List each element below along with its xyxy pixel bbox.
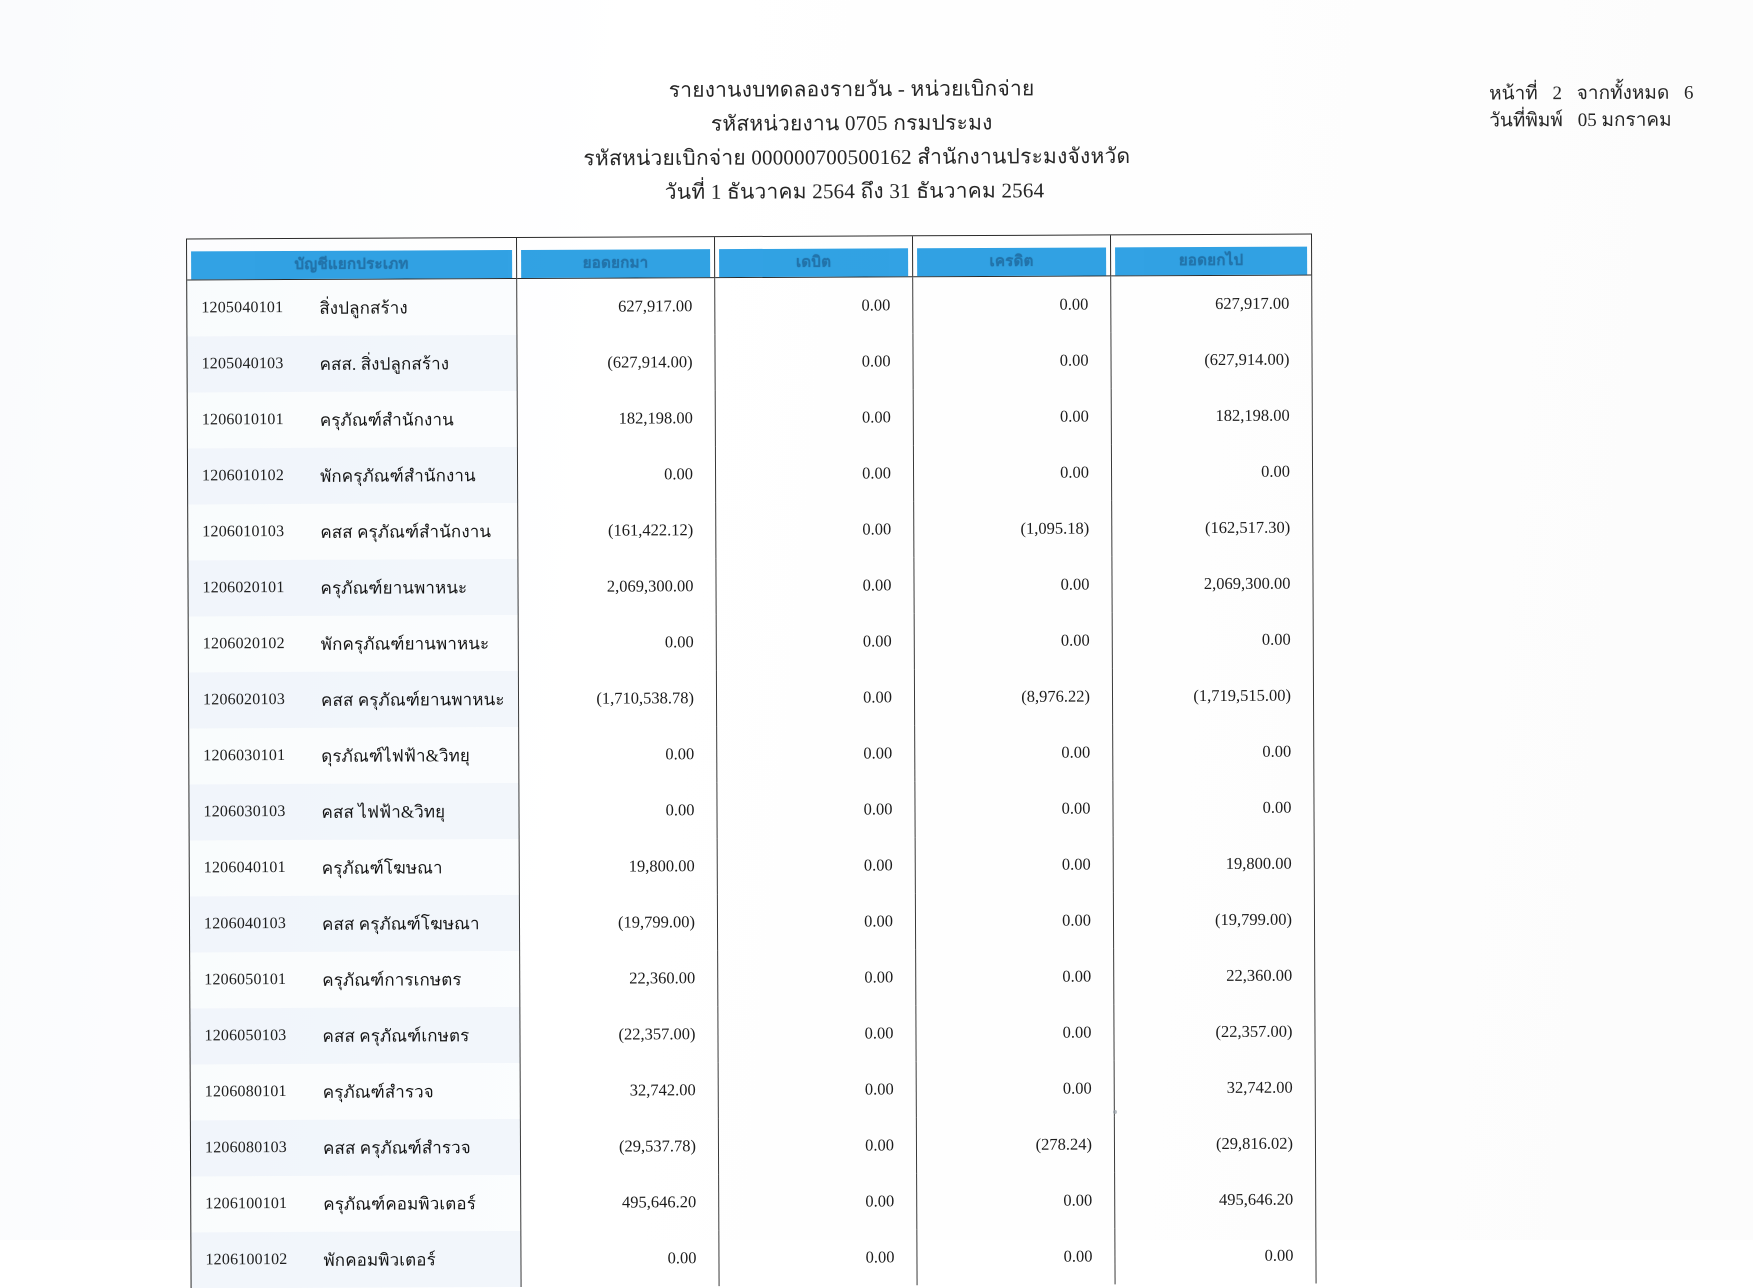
cell-account	[190, 1119, 520, 1176]
cell-brought-forward: 182,198.00	[517, 390, 715, 447]
account-code: 1205040103	[201, 355, 284, 373]
account-name: คสส ครุภัณฑ์สำรวจ	[322, 1137, 471, 1158]
account-name: ครุภัณฑ์สำรวจ	[322, 1081, 434, 1102]
cell-debit: 0.00	[716, 613, 914, 670]
table-row	[190, 948, 1315, 1009]
table-row	[189, 836, 1314, 897]
table-row	[188, 500, 1313, 561]
account-cell-inner	[187, 294, 516, 322]
table-header	[187, 234, 1312, 280]
table-row	[187, 275, 1312, 336]
cell-carried-forward: 0.00	[1113, 724, 1314, 781]
account-cell-inner	[188, 518, 517, 546]
total-pages-label: จากทั้งหมด	[1576, 82, 1669, 105]
cell-credit: 0.00	[914, 556, 1112, 613]
account-cell-inner	[190, 910, 519, 938]
account-cell-inner	[191, 1246, 520, 1274]
account-code: 1206040103	[203, 915, 287, 933]
report-date-range: วันที่ 1 ธันวาคม 2564 ถึง 31 ธันวาคม 2564	[664, 178, 1045, 204]
account-code: 1206010101	[201, 411, 284, 429]
cell-carried-forward: (19,799.00)	[1113, 892, 1314, 949]
account-cell-inner	[190, 966, 519, 994]
cell-credit: (8,976.22)	[914, 668, 1112, 725]
cell-brought-forward: (29,537.78)	[520, 1118, 718, 1175]
cell-account	[188, 559, 518, 616]
cell-debit: 0.00	[717, 781, 915, 838]
cell-account	[188, 615, 518, 672]
page-indicator	[1489, 80, 1694, 108]
cell-credit: 0.00	[916, 948, 1114, 1005]
cell-account	[190, 1063, 520, 1120]
cell-carried-forward: 0.00	[1112, 612, 1313, 669]
account-code: 1205040101	[201, 299, 284, 317]
cell-brought-forward: 495,646.20	[521, 1174, 719, 1231]
cell-carried-forward: 19,800.00	[1113, 836, 1314, 893]
page-number: 2	[1552, 83, 1562, 105]
table-row	[191, 1172, 1316, 1233]
cell-credit: 0.00	[916, 1060, 1114, 1117]
cell-brought-forward: 0.00	[519, 782, 717, 839]
account-code: 1206020102	[202, 635, 285, 653]
report-title-line-1: รายงานงบทดลองรายวัน - หน่วยเบิกจ่าย	[668, 76, 1035, 102]
cell-debit: 0.00	[717, 725, 915, 782]
account-code: 1206080103	[204, 1139, 288, 1157]
cell-carried-forward: 22,360.00	[1114, 948, 1315, 1005]
cell-credit: 0.00	[913, 388, 1111, 445]
account-code: 1206100101	[205, 1195, 288, 1213]
cell-carried-forward: 182,198.00	[1111, 388, 1312, 445]
account-name: ครุภัณฑ์การเกษตร	[322, 969, 462, 990]
cell-debit: 0.00	[718, 1117, 916, 1174]
cell-debit: 0.00	[719, 1229, 917, 1286]
cell-credit: 0.00	[913, 332, 1111, 389]
account-cell-inner	[187, 350, 516, 378]
table-row	[188, 612, 1313, 673]
account-name: ครุภัณฑ์คอมพิวเตอร์	[323, 1193, 476, 1214]
cell-account	[189, 727, 519, 784]
cell-brought-forward: 19,800.00	[519, 838, 717, 895]
column-header-account	[187, 238, 517, 280]
cell-debit: 0.00	[718, 1061, 916, 1118]
cell-account	[187, 447, 517, 504]
column-header-debit-label: เดบิต	[719, 248, 908, 277]
cell-debit: 0.00	[715, 333, 913, 390]
table-row	[190, 1060, 1315, 1121]
column-header-brought-forward-label: ยอดยกมา	[521, 249, 710, 278]
cell-carried-forward: 0.00	[1115, 1228, 1316, 1285]
table-row	[189, 724, 1314, 785]
cell-credit: (278.24)	[916, 1116, 1114, 1173]
cell-account	[191, 1175, 521, 1232]
cell-brought-forward: 0.00	[521, 1230, 719, 1287]
account-cell-inner	[191, 1134, 520, 1162]
table-body	[187, 275, 1316, 1288]
cell-debit: 0.00	[715, 389, 913, 446]
cell-credit: 0.00	[915, 724, 1113, 781]
cell-brought-forward: 0.00	[519, 726, 717, 783]
cell-debit: 0.00	[717, 893, 915, 950]
account-cell-inner	[188, 406, 517, 434]
account-code: 1206030101	[203, 747, 286, 765]
cell-account	[190, 951, 520, 1008]
cell-credit: 0.00	[913, 276, 1111, 333]
cell-credit: 0.00	[917, 1172, 1115, 1229]
cell-credit: 0.00	[916, 1004, 1114, 1061]
cell-account	[188, 503, 518, 560]
account-cell-inner	[190, 1022, 519, 1050]
account-code: 1206080101	[204, 1083, 287, 1101]
total-pages-value: 6	[1683, 82, 1694, 104]
table-row	[188, 668, 1313, 729]
cell-credit: 0.00	[913, 444, 1111, 501]
account-cell-inner	[188, 462, 517, 490]
table-row	[190, 1116, 1315, 1177]
account-code: 1206100102	[205, 1251, 288, 1269]
cell-brought-forward: 2,069,300.00	[518, 558, 716, 615]
cell-account	[190, 1007, 520, 1064]
account-name: ครุภัณฑ์สำนักงาน	[319, 409, 454, 430]
column-header-carried-forward	[1110, 234, 1311, 276]
cell-brought-forward: 32,742.00	[520, 1062, 718, 1119]
cell-carried-forward: 0.00	[1111, 444, 1312, 501]
cell-brought-forward: (19,799.00)	[519, 894, 717, 951]
cell-account	[188, 671, 518, 728]
cell-brought-forward: (161,422.12)	[518, 502, 716, 559]
table-row	[187, 444, 1312, 505]
account-name: สิ่งปลูกสร้าง	[319, 297, 408, 318]
account-name: คสส. สิ่งปลูกสร้าง	[319, 353, 450, 374]
account-cell-inner	[189, 742, 518, 770]
cell-account	[189, 783, 519, 840]
cell-debit: 0.00	[716, 557, 914, 614]
table-header-row	[187, 234, 1312, 280]
column-header-brought-forward	[517, 237, 715, 279]
column-header-carried-forward-label: ยอดยกไป	[1115, 247, 1307, 276]
account-name: คสส ครุภัณฑ์โฆษณา	[321, 913, 480, 934]
column-header-debit	[715, 236, 913, 278]
ledger-table	[186, 234, 1317, 1288]
cell-carried-forward: 2,069,300.00	[1112, 556, 1313, 613]
cell-debit: 0.00	[718, 949, 916, 1006]
column-header-credit	[913, 235, 1111, 277]
cell-credit: (1,095.18)	[914, 500, 1112, 557]
cell-carried-forward: 32,742.00	[1114, 1060, 1315, 1117]
account-code: 1206050103	[204, 1027, 287, 1045]
cell-credit: 0.00	[915, 780, 1113, 837]
report-meta	[1489, 80, 1694, 135]
cell-credit: 0.00	[917, 1228, 1115, 1285]
account-name: พักครุภัณฑ์สำนักงาน	[320, 465, 476, 486]
account-name: ดุรภัณฑ์ไฟฟ้า&วิทยุ	[321, 745, 470, 766]
table-row	[189, 780, 1314, 841]
account-name: คสส ครุภัณฑ์เกษตร	[322, 1025, 470, 1046]
cell-brought-forward: 627,917.00	[517, 278, 715, 335]
cell-carried-forward: 495,646.20	[1115, 1172, 1316, 1229]
table-row	[187, 388, 1312, 449]
cell-carried-forward: (627,914.00)	[1111, 332, 1312, 389]
column-header-account-label: บัญชีแยกประเภท	[191, 250, 512, 279]
print-date	[1489, 107, 1694, 135]
cell-debit: 0.00	[718, 1005, 916, 1062]
account-name: คสส ครุภัณฑ์ยานพาหนะ	[320, 689, 505, 710]
table-row	[191, 1228, 1316, 1288]
cell-carried-forward: (162,517.30)	[1112, 500, 1313, 557]
cell-debit: 0.00	[715, 277, 913, 334]
cell-carried-forward: (29,816.02)	[1114, 1116, 1315, 1173]
cell-debit: 0.00	[715, 445, 913, 502]
cell-debit: 0.00	[719, 1173, 917, 1230]
cell-account	[187, 279, 517, 337]
account-cell-inner	[189, 630, 518, 658]
table-row	[190, 1004, 1315, 1065]
account-cell-inner	[188, 574, 517, 602]
print-date-value: 05 มกราคม	[1577, 109, 1672, 132]
cell-carried-forward: (1,719,515.00)	[1112, 668, 1313, 725]
table-row	[189, 892, 1314, 953]
cell-brought-forward: 0.00	[518, 614, 716, 671]
account-cell-inner	[189, 798, 518, 826]
account-name: พักครุภัณฑ์ยานพาหนะ	[320, 633, 490, 654]
account-cell-inner	[189, 686, 518, 714]
account-name: ครุภัณฑ์โฆษณา	[321, 857, 443, 878]
cell-credit: 0.00	[915, 836, 1113, 893]
account-code: 1206020101	[202, 579, 285, 597]
cell-debit: 0.00	[717, 837, 915, 894]
account-code: 1206030103	[203, 803, 286, 821]
account-name: พักคอมพิวเตอร์	[323, 1249, 436, 1270]
account-cell-inner	[190, 854, 519, 882]
cell-carried-forward: (22,357.00)	[1114, 1004, 1315, 1061]
cell-account	[187, 335, 517, 392]
account-code: 1206050101	[204, 971, 287, 989]
scan-artifact-dot	[1113, 1110, 1117, 1114]
cell-carried-forward: 0.00	[1113, 780, 1314, 837]
account-name: ครุภัณฑ์ยานพาหนะ	[320, 577, 468, 598]
account-cell-inner	[191, 1190, 520, 1218]
account-code: 1206040101	[203, 859, 286, 877]
cell-brought-forward: (627,914.00)	[517, 334, 715, 391]
ledger-table-container	[186, 234, 1316, 1288]
account-code: 1206010102	[202, 467, 285, 485]
page-label: หน้าที่	[1488, 83, 1538, 105]
cell-carried-forward: 627,917.00	[1111, 275, 1312, 332]
account-code: 1206010103	[202, 523, 285, 541]
cell-brought-forward: 22,360.00	[520, 950, 718, 1007]
account-code: 1206020103	[202, 691, 286, 709]
cell-account	[189, 895, 519, 952]
cell-credit: 0.00	[915, 892, 1113, 949]
account-cell-inner	[191, 1078, 520, 1106]
cell-credit: 0.00	[914, 612, 1112, 669]
cell-brought-forward: 0.00	[517, 446, 715, 503]
account-name: คสส ไฟฟ้า&วิทยุ	[321, 801, 446, 822]
cell-brought-forward: (1,710,538.78)	[518, 670, 716, 727]
report-title-line-2: รหัสหน่วยงาน 0705 กรมประมง	[710, 110, 993, 136]
column-header-credit-label: เครดิต	[917, 247, 1106, 276]
report-title-line-3: รหัสหน่วยเบิกจ่าย 000000700500162 สำนักงานประมงจังหวัด	[583, 143, 1131, 171]
cell-debit: 0.00	[716, 669, 914, 726]
table-row	[188, 556, 1313, 617]
cell-brought-forward: (22,357.00)	[520, 1006, 718, 1063]
table-row	[187, 332, 1312, 393]
cell-debit: 0.00	[716, 501, 914, 558]
print-date-label: วันที่พิมพ์	[1488, 110, 1563, 132]
cell-account	[189, 839, 519, 896]
cell-account	[187, 391, 517, 448]
account-name: คสส ครุภัณฑ์สำนักงาน	[320, 521, 492, 542]
